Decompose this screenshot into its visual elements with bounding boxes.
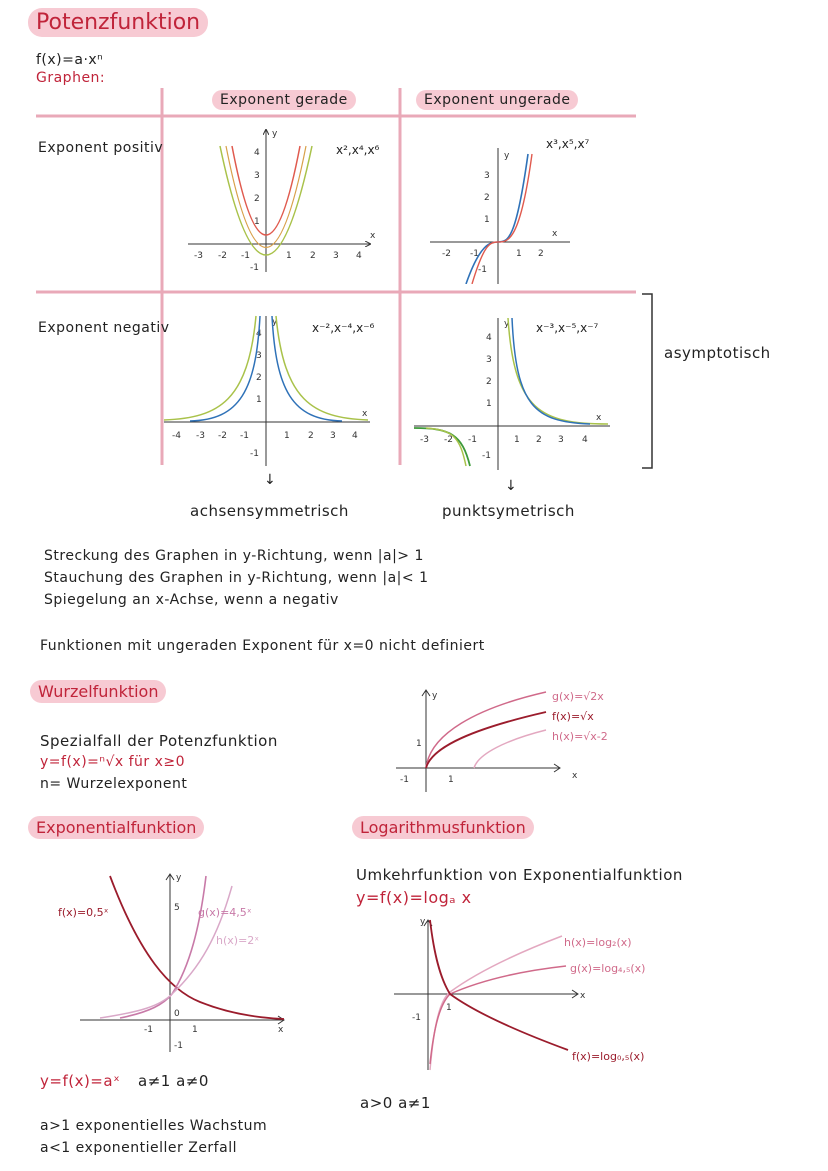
svg-text:-3: -3 xyxy=(420,435,429,445)
svg-text:1: 1 xyxy=(416,739,422,749)
svg-text:2: 2 xyxy=(256,373,262,383)
expo-growth: a>1 exponentielles Wachstum xyxy=(40,1118,268,1134)
svg-text:-1: -1 xyxy=(400,775,409,785)
svg-text:3: 3 xyxy=(256,351,262,361)
axis-y-label: y xyxy=(272,317,278,327)
svg-text:-2: -2 xyxy=(444,435,453,445)
svg-text:2: 2 xyxy=(536,435,542,445)
svg-text:4: 4 xyxy=(256,329,262,339)
graph-positive-even xyxy=(180,124,380,274)
svg-text:-4: -4 xyxy=(172,431,181,441)
svg-text:5: 5 xyxy=(174,903,180,913)
svg-text:1: 1 xyxy=(514,435,520,445)
svg-text:-1: -1 xyxy=(470,249,479,259)
legend-h-wurzel: h(x)=√x-2 xyxy=(552,730,608,743)
expo-formula: y=f(x)=aˣ xyxy=(40,1072,121,1090)
svg-text:-1: -1 xyxy=(412,1013,421,1023)
graph-positive-odd xyxy=(420,134,620,284)
graph-wurzel xyxy=(396,684,656,794)
svg-text:3: 3 xyxy=(558,435,564,445)
axis-x-label: x xyxy=(370,231,376,241)
svg-text:1: 1 xyxy=(192,1025,198,1035)
arrow-even: ↓ xyxy=(264,472,276,488)
svg-text:2: 2 xyxy=(310,251,316,261)
power-function-formula: f(x)=a·xⁿ xyxy=(36,52,104,68)
graph-expo xyxy=(40,866,300,1056)
svg-text:4: 4 xyxy=(254,148,260,158)
svg-text:-1: -1 xyxy=(468,435,477,445)
svg-text:3: 3 xyxy=(486,355,492,365)
svg-text:-3: -3 xyxy=(196,431,205,441)
axis-x-label: x xyxy=(552,229,558,239)
svg-text:-1: -1 xyxy=(250,449,259,459)
label-pos-even: x²,x⁴,x⁶ xyxy=(336,143,380,157)
svg-text:4: 4 xyxy=(352,431,358,441)
label-g-log: g(x)=log₄,₅(x) xyxy=(570,962,646,975)
svg-text:0: 0 xyxy=(174,1009,180,1019)
achsensymmetrisch-label: achsensymmetrisch xyxy=(190,502,349,520)
arrow-odd: ↓ xyxy=(505,478,517,494)
svg-text:1: 1 xyxy=(256,395,262,405)
svg-text:-1: -1 xyxy=(144,1025,153,1035)
svg-text:-2: -2 xyxy=(218,251,227,261)
note-streckung: Streckung des Graphen in y-Richtung, wenn |a|> 1 xyxy=(44,548,424,564)
svg-text:-1: -1 xyxy=(240,431,249,441)
expo-title: Exponentialfunktion xyxy=(28,816,204,839)
svg-text:4: 4 xyxy=(582,435,588,445)
log-conditions: a>0 a≠1 xyxy=(360,1094,431,1112)
label-g-expo: g(x)=4,5ˣ xyxy=(198,906,252,919)
svg-text:2: 2 xyxy=(254,194,260,204)
axis-y-label: y xyxy=(504,319,510,329)
col-header-odd: Exponent ungerade xyxy=(416,90,578,110)
wurzel-line3: n= Wurzelexponent xyxy=(40,776,188,792)
axis-y-label: y xyxy=(272,129,278,139)
svg-text:1: 1 xyxy=(448,775,454,785)
row-header-positive: Exponent positiv xyxy=(38,140,164,156)
page-title: Potenzfunktion xyxy=(28,8,208,37)
axis-y-label: y xyxy=(504,151,510,161)
svg-text:2: 2 xyxy=(484,193,490,203)
svg-text:-1: -1 xyxy=(241,251,250,261)
label-h-log: h(x)=log₂(x) xyxy=(564,936,632,949)
asymptotisch-label: asymptotisch xyxy=(664,344,771,362)
svg-text:-3: -3 xyxy=(194,251,203,261)
svg-text:4: 4 xyxy=(356,251,362,261)
graph-log xyxy=(390,914,720,1074)
axis-y-label: y xyxy=(432,691,438,701)
expo-conditions: a≠1 a≠0 xyxy=(138,1072,209,1090)
axis-x-label: x xyxy=(278,1025,284,1035)
axis-x-label: x xyxy=(580,991,586,1001)
note-stauchung: Stauchung des Graphen in y-Richtung, wenn |a|< 1 xyxy=(44,570,429,586)
svg-text:-1: -1 xyxy=(478,265,487,275)
label-pos-odd: x³,x⁵,x⁷ xyxy=(546,137,590,151)
svg-text:3: 3 xyxy=(333,251,339,261)
svg-text:-1: -1 xyxy=(482,451,491,461)
svg-text:1: 1 xyxy=(286,251,292,261)
log-formula: y=f(x)=logₐ x xyxy=(356,888,472,907)
log-title: Logarithmusfunktion xyxy=(352,816,534,839)
punktsymetrisch-label: punktsymetrisch xyxy=(442,502,575,520)
wurzel-title: Wurzelfunktion xyxy=(30,680,166,703)
axis-x-label: x xyxy=(572,771,578,781)
svg-text:3: 3 xyxy=(254,171,260,181)
svg-text:-1: -1 xyxy=(174,1041,183,1051)
label-f-log: f(x)=log₀,₅(x) xyxy=(572,1050,645,1063)
log-line1: Umkehrfunktion von Exponentialfunktion xyxy=(356,866,683,884)
axis-x-label: x xyxy=(362,409,368,419)
svg-text:1: 1 xyxy=(284,431,290,441)
label-f-expo: f(x)=0,5ˣ xyxy=(58,906,109,919)
label-h-expo: h(x)=2ˣ xyxy=(216,934,260,947)
svg-text:1: 1 xyxy=(486,399,492,409)
svg-text:3: 3 xyxy=(484,171,490,181)
svg-text:2: 2 xyxy=(308,431,314,441)
label-neg-odd: x⁻³,x⁻⁵,x⁻⁷ xyxy=(536,321,599,335)
axis-y-label: y xyxy=(420,917,426,927)
note-odd-exponent: Funktionen mit ungeraden Exponent für x=0 nicht definiert xyxy=(40,638,485,654)
svg-text:1: 1 xyxy=(484,215,490,225)
svg-text:1: 1 xyxy=(254,217,260,227)
svg-text:3: 3 xyxy=(330,431,336,441)
svg-text:1: 1 xyxy=(446,1003,452,1013)
svg-text:-2: -2 xyxy=(218,431,227,441)
svg-text:-1: -1 xyxy=(250,263,259,273)
row-header-negative: Exponent negativ xyxy=(38,320,170,336)
graph-negative-even xyxy=(160,310,380,470)
axis-y-label: y xyxy=(176,873,182,883)
label-neg-even: x⁻²,x⁻⁴,x⁻⁶ xyxy=(312,321,375,335)
axis-x-label: x xyxy=(596,413,602,423)
graph-negative-odd xyxy=(410,310,620,470)
wurzel-line1: Spezialfall der Potenzfunktion xyxy=(40,732,278,750)
note-spiegelung: Spiegelung an x-Achse, wenn a negativ xyxy=(44,592,339,608)
svg-text:2: 2 xyxy=(486,377,492,387)
svg-text:2: 2 xyxy=(538,249,544,259)
legend-g-wurzel: g(x)=√2x xyxy=(552,690,604,703)
legend-f-wurzel: f(x)=√x xyxy=(552,710,594,723)
graphen-label: Graphen: xyxy=(36,70,106,86)
svg-text:-2: -2 xyxy=(442,249,451,259)
expo-decay: a<1 exponentieller Zerfall xyxy=(40,1140,237,1156)
col-header-even: Exponent gerade xyxy=(212,90,356,110)
wurzel-line2: y=f(x)=ⁿ√x für x≥0 xyxy=(40,754,186,770)
svg-text:4: 4 xyxy=(486,333,492,343)
svg-text:1: 1 xyxy=(516,249,522,259)
